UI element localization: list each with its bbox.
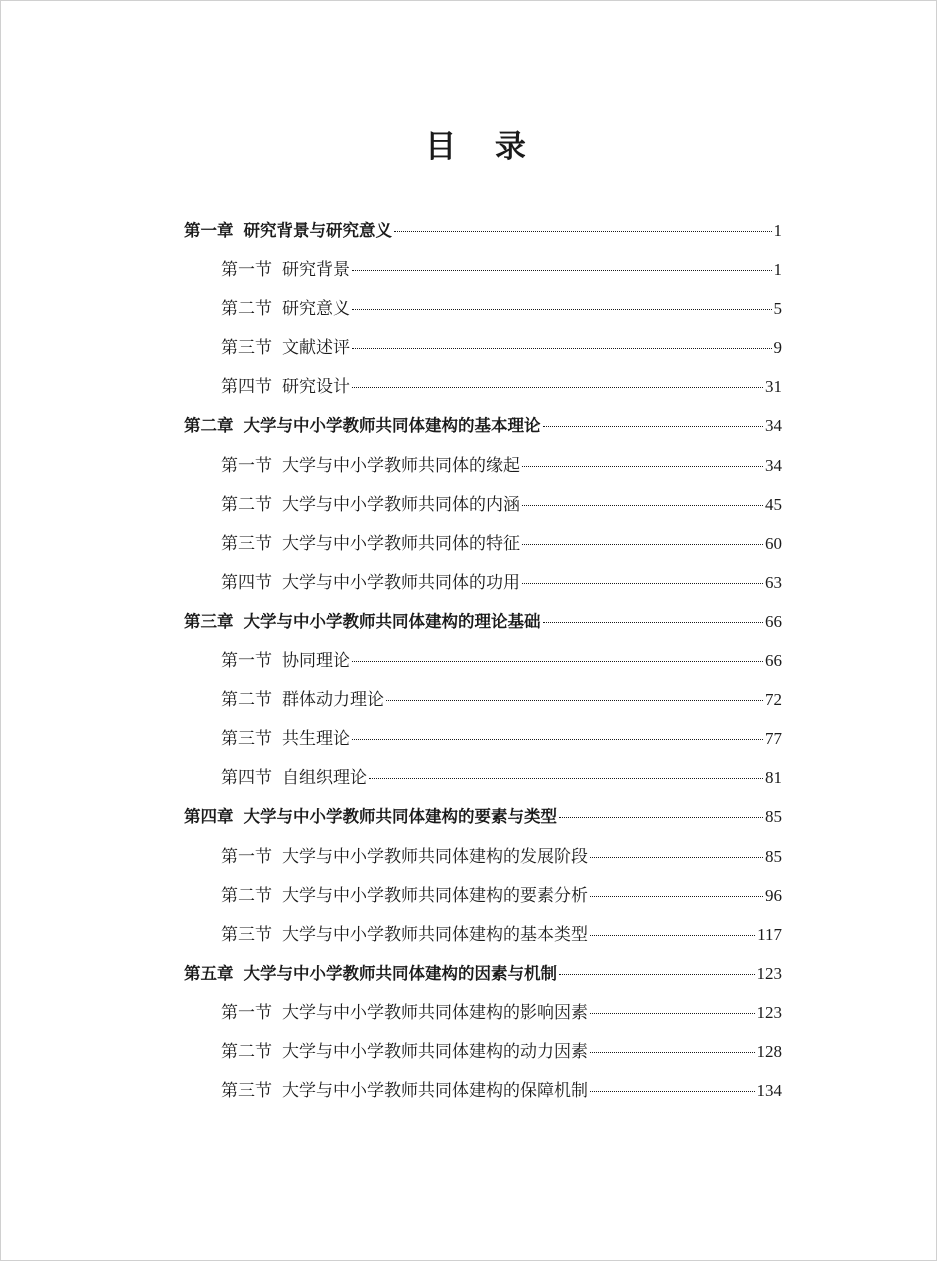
toc-entry-label	[221, 1072, 588, 1111]
toc-entry-label	[221, 916, 588, 955]
toc-entry-page-number: 123	[756, 1002, 782, 1022]
toc-entry-number: 第一节	[221, 260, 272, 281]
toc-entry-number: 第三节	[221, 924, 272, 945]
toc-entry-label	[221, 525, 520, 564]
toc-entry-label	[184, 602, 541, 641]
toc-entry-page-number: 85	[765, 807, 782, 827]
toc-entry-title: 大学与中小学教师共同体建构的基本理论	[243, 416, 541, 436]
toc-entry-number: 第四节	[221, 572, 272, 593]
dot-leader	[590, 935, 755, 936]
toc-entry-title: 共生理论	[282, 729, 350, 750]
dot-leader	[352, 270, 772, 271]
dot-leader	[522, 583, 763, 584]
toc-entry-page-number: 128	[756, 1041, 782, 1061]
toc-entry-number: 第五章	[184, 963, 234, 983]
toc-chapter-entry	[184, 211, 782, 250]
toc-entry-title: 大学与中小学教师共同体建构的因素与机制	[243, 963, 557, 983]
dot-leader	[352, 387, 763, 388]
toc-entry-label	[221, 486, 520, 525]
toc-entry-number: 第四章	[184, 807, 234, 827]
toc-entry-number: 第二节	[221, 299, 272, 320]
toc-section-entry	[184, 876, 782, 915]
dot-leader	[590, 1052, 755, 1053]
toc-entry-page-number: 31	[765, 377, 782, 397]
toc-entry-title: 大学与中小学教师共同体建构的动力因素	[282, 1041, 588, 1062]
toc-section-entry	[184, 563, 782, 602]
toc-entry-number: 第三章	[184, 611, 234, 631]
dot-leader	[590, 896, 763, 897]
dot-leader	[394, 231, 772, 232]
toc-entry-page-number: 81	[765, 768, 782, 788]
toc-entry-title: 大学与中小学教师共同体的功用	[282, 572, 520, 593]
toc-chapter-entry	[184, 406, 782, 445]
toc-entry-page-number: 63	[765, 572, 782, 592]
toc-entry-label	[221, 994, 588, 1033]
toc-entry-page-number: 34	[765, 416, 782, 436]
toc-entry-number: 第二章	[184, 416, 234, 436]
toc-entry-number: 第二节	[221, 885, 272, 906]
toc-section-entry	[184, 485, 782, 524]
toc-section-entry	[184, 680, 782, 719]
toc-entry-page-number: 96	[765, 885, 782, 905]
dot-leader	[543, 426, 764, 427]
toc-entry-page-number: 45	[765, 494, 782, 514]
toc-entry-page-number: 60	[765, 533, 782, 553]
toc-section-entry	[184, 758, 782, 797]
toc-entry-title: 大学与中小学教师共同体建构的理论基础	[243, 611, 541, 631]
toc-entry-title: 大学与中小学教师共同体的缘起	[282, 455, 520, 476]
toc-section-entry	[184, 524, 782, 563]
toc-list	[184, 211, 782, 1110]
dot-leader	[590, 857, 763, 858]
toc-entry-title: 文献述评	[282, 338, 350, 359]
dot-leader	[522, 466, 763, 467]
dot-leader	[352, 348, 772, 349]
toc-entry-title: 研究意义	[282, 299, 350, 320]
toc-chapter-entry	[184, 602, 782, 641]
dot-leader	[559, 974, 755, 975]
toc-entry-number: 第三节	[221, 533, 272, 554]
toc-section-entry	[184, 367, 782, 406]
toc-section-entry	[184, 250, 782, 289]
toc-entry-number: 第一节	[221, 1002, 272, 1023]
toc-entry-label	[184, 954, 557, 993]
toc-section-entry	[184, 1032, 782, 1071]
toc-entry-number: 第一章	[184, 221, 234, 240]
toc-entry-label	[184, 406, 541, 445]
dot-leader	[590, 1091, 755, 1092]
toc-entry-number: 第四节	[221, 768, 272, 789]
toc-entry-title: 大学与中小学教师共同体建构的保障机制	[282, 1081, 588, 1102]
toc-entry-title: 研究背景与研究意义	[243, 221, 392, 240]
toc-section-entry	[184, 837, 782, 876]
toc-entry-label	[221, 564, 520, 603]
toc-entry-title: 协同理论	[282, 651, 350, 672]
toc-entry-label	[221, 838, 588, 877]
toc-entry-label	[221, 877, 588, 916]
toc-entry-title: 大学与中小学教师共同体的内涵	[282, 494, 520, 515]
toc-entry-label	[221, 681, 384, 720]
toc-entry-title: 自组织理论	[282, 768, 367, 789]
toc-entry-title: 大学与中小学教师共同体的特征	[282, 533, 520, 554]
toc-entry-page-number: 117	[757, 924, 782, 944]
toc-entry-page-number: 134	[756, 1081, 782, 1101]
toc-entry-number: 第一节	[221, 455, 272, 476]
toc-entry-label	[184, 797, 557, 836]
toc-entry-number: 第二节	[221, 494, 272, 515]
toc-entry-number: 第四节	[221, 377, 272, 398]
toc-section-entry	[184, 1071, 782, 1110]
toc-section-entry	[184, 289, 782, 328]
toc-entry-number: 第三节	[221, 729, 272, 750]
dot-leader	[352, 739, 763, 740]
toc-entry-title: 大学与中小学教师共同体建构的要素与类型	[243, 807, 557, 827]
toc-chapter-entry	[184, 954, 782, 993]
toc-entry-page-number: 123	[756, 963, 782, 983]
dot-leader	[590, 1013, 755, 1014]
toc-entry-title: 群体动力理论	[282, 690, 384, 711]
dot-leader	[522, 505, 763, 506]
toc-entry-number: 第三节	[221, 338, 272, 359]
dot-leader	[352, 661, 763, 662]
toc-entry-page-number: 85	[765, 846, 782, 866]
toc-entry-label	[221, 642, 350, 681]
dot-leader	[369, 778, 763, 779]
dot-leader	[386, 700, 763, 701]
toc-section-entry	[184, 719, 782, 758]
toc-section-entry	[184, 641, 782, 680]
toc-entry-page-number: 5	[773, 299, 782, 319]
toc-entry-label	[221, 1033, 588, 1072]
dot-leader	[559, 817, 763, 818]
toc-entry-page-number: 66	[765, 611, 782, 631]
toc-chapter-entry	[184, 797, 782, 836]
toc-entry-page-number: 34	[765, 455, 782, 475]
toc-entry-label	[221, 720, 350, 759]
toc-entry-label	[221, 759, 367, 798]
toc-entry-page-number: 77	[765, 729, 782, 749]
toc-entry-page-number: 72	[765, 690, 782, 710]
toc-entry-page-number: 9	[773, 338, 782, 358]
toc-entry-label	[221, 447, 520, 486]
toc-section-entry	[184, 915, 782, 954]
toc-entry-title: 研究背景	[282, 260, 350, 281]
toc-entry-title: 大学与中小学教师共同体建构的发展阶段	[282, 846, 588, 867]
dot-leader	[522, 544, 763, 545]
toc-entry-title: 研究设计	[282, 377, 350, 398]
dot-leader	[352, 309, 772, 310]
toc-entry-title: 大学与中小学教师共同体建构的要素分析	[282, 885, 588, 906]
toc-entry-title: 大学与中小学教师共同体建构的影响因素	[282, 1002, 588, 1023]
toc-section-entry	[184, 993, 782, 1032]
toc-section-entry	[184, 328, 782, 367]
dot-leader	[543, 622, 764, 623]
toc-entry-label	[221, 251, 350, 290]
toc-entry-number: 第二节	[221, 1041, 272, 1062]
toc-title: 目 录	[425, 129, 540, 165]
toc-entry-label	[221, 368, 350, 407]
toc-section-entry	[184, 446, 782, 485]
toc-entry-label	[221, 329, 350, 368]
toc-entry-number: 第一节	[221, 846, 272, 867]
toc-entry-page-number: 1	[773, 260, 782, 280]
toc-entry-number: 第二节	[221, 690, 272, 711]
toc-entry-number: 第一节	[221, 651, 272, 672]
toc-entry-label	[184, 211, 392, 250]
toc-entry-title: 大学与中小学教师共同体建构的基本类型	[282, 924, 588, 945]
toc-entry-number: 第三节	[221, 1081, 272, 1102]
toc-entry-label	[221, 290, 350, 329]
toc-entry-page-number: 1	[773, 221, 782, 240]
toc-entry-page-number: 66	[765, 651, 782, 671]
